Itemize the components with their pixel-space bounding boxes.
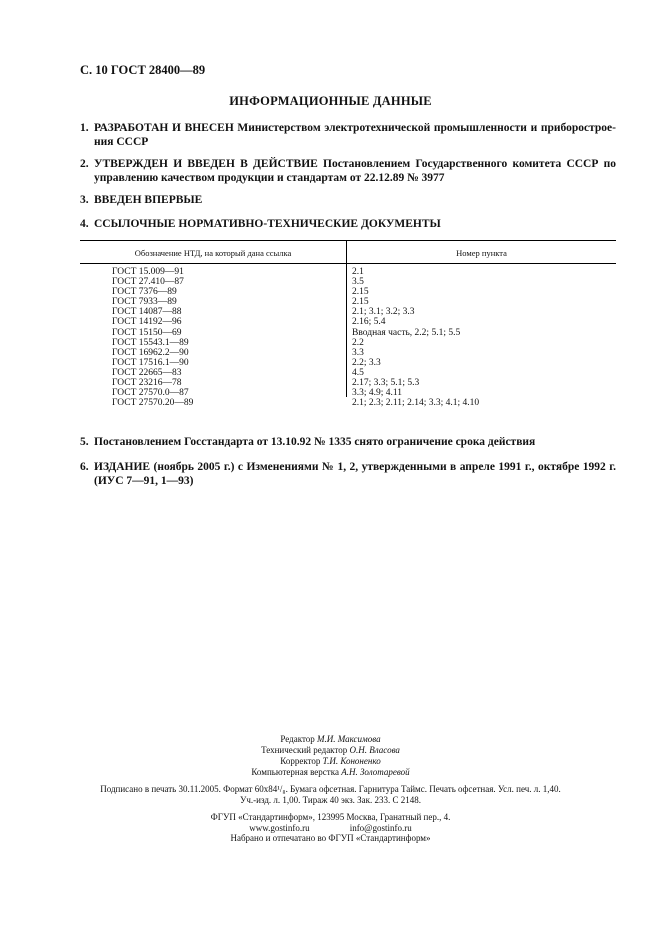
info-item-5 [80, 435, 616, 449]
row-clause: 3.5 [352, 277, 364, 288]
reference-table [80, 240, 616, 409]
tech-editor-line [0, 745, 661, 756]
row-designation: ГОСТ 27570.0—87 [112, 388, 189, 399]
publisher-block [0, 812, 661, 844]
row-designation: ГОСТ 14192—96 [112, 317, 182, 328]
editor-line [0, 734, 661, 745]
tech-editor-name: О.Н. Власова [349, 745, 400, 755]
section-title: ИНФОРМАЦИОННЫЕ ДАННЫЕ [229, 94, 432, 108]
row-designation: ГОСТ 15150—69 [112, 327, 182, 338]
editor-name: М.И. Максимова [317, 734, 381, 744]
layout-label: Компьютерная верстка [251, 767, 339, 777]
row-clause: 2.17; 3.3; 5.1; 5.3 [352, 378, 420, 389]
table-row [80, 287, 616, 297]
publisher-site: www.gostinfo.ru [249, 822, 310, 833]
credits-block [0, 734, 661, 778]
imprint-block [0, 784, 661, 806]
table-row [80, 378, 616, 388]
row-clause: 4.5 [352, 367, 364, 378]
publisher-printed: Набрано и отпечатано во ФГУП «Стандартинформ» [230, 833, 431, 843]
layout-line [0, 767, 661, 778]
corrector-label: Корректор [280, 756, 321, 766]
table-body [80, 267, 616, 408]
row-designation: ГОСТ 15.009—91 [112, 267, 184, 277]
row-designation: ГОСТ 27.410—87 [112, 277, 184, 288]
table-row [80, 297, 616, 307]
item-lead: РАЗРАБОТАН И ВНЕСЕН [94, 122, 234, 134]
row-designation: ГОСТ 14087—88 [112, 307, 182, 318]
item-lead: Постановлением Госстандарта от 13.10.92 № 1335 снято ограничение срока действия [94, 436, 536, 448]
row-designation: ГОСТ 27570.20—89 [112, 398, 194, 409]
row-clause: 3.3 [352, 347, 364, 358]
table-row [80, 317, 616, 327]
info-item-2 [80, 157, 616, 185]
item-number: 4. [80, 218, 89, 230]
row-designation: ГОСТ 16962.2—90 [112, 347, 189, 358]
row-designation: ГОСТ 22665—83 [112, 367, 182, 378]
table-header-rule [80, 263, 616, 264]
table-row [80, 388, 616, 398]
imprint-line-1: Подписано в печать 30.11.2005. Формат 60х84¹/₈. Бумага офсетная. Гарнитура Таймс. Печать офсетная. Усл. печ. л. 1,40. [100, 784, 561, 794]
row-designation: ГОСТ 7933—89 [112, 297, 177, 308]
info-item-3 [80, 193, 616, 207]
info-item-6 [80, 460, 616, 488]
row-clause: 2.15 [352, 287, 369, 298]
table-row [80, 368, 616, 378]
page-header: С. 10 ГОСТ 28400—89 [80, 63, 206, 77]
row-designation: ГОСТ 7376—89 [112, 287, 177, 298]
item-lead: ВВЕДЕН ВПЕРВЫЕ [94, 194, 203, 206]
item-number: 3. [80, 194, 89, 206]
table-row [80, 398, 616, 408]
table-row [80, 267, 616, 277]
table-row [80, 307, 616, 317]
layout-name: А.Н. Золотаревой [341, 767, 410, 777]
row-clause: 3.3; 4.9; 4.11 [352, 388, 403, 399]
item-number: 6. [80, 461, 89, 473]
row-clause: 2.1; 2.3; 2.11; 2.14; 3.3; 4.1; 4.10 [352, 398, 480, 409]
table-row [80, 358, 616, 368]
item-lead: УТВЕРЖДЕН И ВВЕДЕН В ДЕЙСТВИЕ [94, 158, 318, 170]
info-item-1 [80, 121, 616, 149]
row-designation: ГОСТ 23216—78 [112, 378, 182, 389]
publisher-email: info@gostinfo.ru [349, 822, 412, 833]
item-lead: ИЗДАНИЕ [94, 461, 151, 473]
table-header-designation: Обозначение НТД, на который дана ссылка [134, 248, 292, 258]
publisher-address: ФГУП «Стандартинформ», 123995 Москва, Гранатный пер., 4. [210, 812, 451, 822]
item-text: (ноябрь 2005 г.) с Изменениями № 1, 2, утвержденными в апреле 1991 г., октябре 1992 г. (ИУС 7—91, 1—93) [94, 461, 616, 487]
table-header-clause: Номер пункта [456, 248, 507, 258]
row-clause: Вводная часть, 2.2; 5.1; 5.5 [352, 327, 461, 338]
item-number: 2. [80, 158, 89, 170]
row-clause: 2.2 [352, 337, 364, 348]
corrector-line [0, 756, 661, 767]
row-clause: 2.16; 5.4 [352, 317, 386, 328]
row-clause: 2.1 [352, 267, 364, 277]
table-row [80, 277, 616, 287]
row-designation: ГОСТ 15543.1—89 [112, 337, 189, 348]
item-number: 1. [80, 122, 89, 134]
item-lead: ССЫЛОЧНЫЕ НОРМАТИВНО-ТЕХНИЧЕСКИЕ ДОКУМЕНТЫ [94, 218, 441, 230]
row-clause: 2.2; 3.3 [352, 357, 381, 368]
corrector-name: Т.И. Кононенко [322, 756, 381, 766]
row-clause: 2.1; 3.1; 3.2; 3.3 [352, 307, 415, 318]
row-designation: ГОСТ 17516.1—90 [112, 357, 189, 368]
item-text: Министерством электротехнической промышленности и приборострое-ния СССР [94, 122, 616, 148]
imprint-line-2: Уч.-изд. л. 1,00. Тираж 40 экз. Зак. 233. С 2148. [239, 795, 422, 805]
table-row [80, 348, 616, 358]
item-text: Постановлением Государственного комитета СССР по управлению качеством продукции и стандартам от 22.12.89 № 3977 [94, 158, 616, 184]
table-row [80, 338, 616, 348]
item-number: 5. [80, 436, 89, 448]
editor-label: Редактор [280, 734, 315, 744]
table-row [80, 328, 616, 338]
tech-editor-label: Технический редактор [261, 745, 348, 755]
publisher-contacts [0, 823, 661, 834]
row-clause: 2.15 [352, 297, 369, 308]
info-item-4 [80, 217, 616, 231]
